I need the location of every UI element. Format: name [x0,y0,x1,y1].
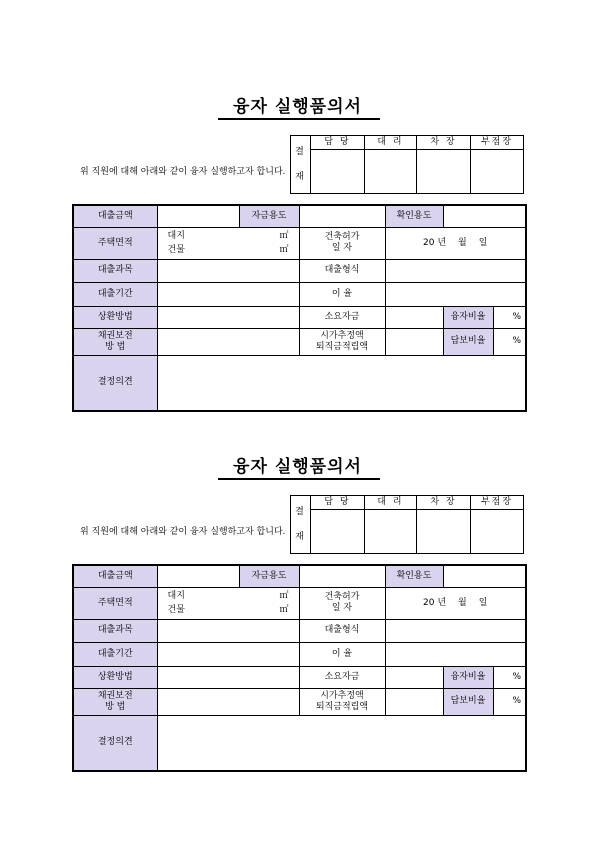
building-unit: ㎡ [279,244,289,255]
approval-role-manager: 차 장 [417,496,471,510]
approval-label-bottom: 재 [295,171,306,182]
field-fund-use[interactable] [299,205,385,227]
field-loan-period[interactable] [157,642,299,666]
land-label: 대지 [167,230,185,241]
retirement-label: 퇴직금적립액 [315,701,369,712]
collateral-line1: 채권보전 [97,690,133,701]
label-market-value [299,688,385,715]
label-confirm-use: 확인용도 [385,565,443,587]
approval-label-top: 결 [295,506,306,517]
field-collateral[interactable] [157,688,299,715]
date-day: 일 [478,597,488,608]
collateral-line2: 방 법 [105,701,126,712]
approval-box [290,135,524,194]
approval-sign-deputy[interactable] [365,150,417,194]
field-housing-area[interactable] [157,227,299,259]
label-collateral [73,688,157,715]
field-loan-subject[interactable] [157,259,299,282]
field-housing-area[interactable] [157,587,299,619]
loan-detail-table [72,204,527,412]
field-loan-type[interactable] [385,259,526,282]
loan-ratio-unit: % [512,671,521,682]
approval-label [291,136,311,194]
approval-sign-deputy[interactable] [365,510,417,554]
label-required-funds: 소요자금 [299,306,385,328]
field-security-ratio[interactable] [493,328,526,355]
field-loan-amount[interactable] [157,205,239,227]
approval-role-branch-head: 부점장 [471,136,524,150]
loan-ratio-unit: % [512,311,521,322]
land-label: 대지 [167,590,185,601]
intro-text: 위 직원에 대해 아래와 같이 융자 실행하고자 합니다. [80,167,286,177]
market-value-label: 시가추정액 [320,330,364,341]
building-unit: ㎡ [279,604,289,615]
date-year: 20 년 [423,597,447,608]
label-decision: 결정의견 [73,355,157,411]
field-loan-period[interactable] [157,282,299,306]
land-line [158,591,299,602]
land-unit: ㎡ [279,590,289,601]
form-title: 융자 실행품의서 [233,457,362,477]
approval-role-manager: 차 장 [417,136,471,150]
date-year: 20 년 [423,237,447,248]
building-label: 건물 [167,604,185,615]
label-loan-ratio: 융자비율 [443,306,493,328]
field-confirm-use[interactable] [443,205,526,227]
label-collateral [73,328,157,355]
field-security-ratio[interactable] [493,688,526,715]
land-unit: ㎡ [279,230,289,241]
label-loan-period: 대출기간 [73,282,157,306]
field-decision[interactable] [157,355,526,411]
form-title: 융자 실행품의서 [233,97,362,117]
field-required-funds[interactable] [385,306,443,328]
field-interest[interactable] [385,642,526,666]
land-line [158,231,299,242]
title-underline [218,478,380,480]
date-month: 월 [458,237,467,248]
label-fund-use: 자금용도 [239,205,299,227]
date-day: 일 [478,237,488,248]
permit-date-line1: 건축허가 [324,232,360,242]
field-loan-ratio[interactable] [493,666,526,688]
approval-box [290,495,524,554]
label-loan-subject: 대출과목 [73,259,157,282]
field-market-value[interactable] [385,688,443,715]
field-confirm-use[interactable] [443,565,526,587]
approval-sign-manager[interactable] [417,150,471,194]
approval-sign-staff[interactable] [311,150,365,194]
field-fund-use[interactable] [299,565,385,587]
approval-sign-branch-head[interactable] [471,510,524,554]
field-repay-method[interactable] [157,306,299,328]
approval-role-staff: 담 당 [311,136,365,150]
loan-execution-form [0,452,595,802]
label-security-ratio: 담보비율 [443,328,493,355]
approval-sign-manager[interactable] [417,510,471,554]
building-line [158,605,299,616]
field-repay-method[interactable] [157,666,299,688]
date-month: 월 [458,597,467,608]
approval-label-bottom: 재 [295,531,306,542]
label-decision: 결정의견 [73,715,157,771]
label-market-value [299,328,385,355]
collateral-line2: 방 법 [105,341,126,352]
security-ratio-unit: % [512,336,521,346]
field-loan-subject[interactable] [157,619,299,642]
label-fund-use: 자금용도 [239,565,299,587]
field-permit-date[interactable] [385,587,526,619]
title-underline [218,118,380,120]
label-housing-area: 주택면적 [73,227,157,259]
approval-label-top: 결 [295,146,306,157]
label-loan-ratio: 융자비율 [443,666,493,688]
loan-execution-form [0,92,595,442]
market-value-label: 시가추정액 [320,690,364,701]
field-market-value[interactable] [385,328,443,355]
label-repay-method: 상환방법 [73,666,157,688]
label-permit-date [299,227,385,259]
intro-text: 위 직원에 대해 아래와 같이 융자 실행하고자 합니다. [80,527,286,537]
approval-label [291,496,311,554]
field-loan-ratio[interactable] [493,306,526,328]
field-decision[interactable] [157,715,526,771]
collateral-line1: 채권보전 [97,330,133,341]
label-housing-area: 주택면적 [73,587,157,619]
building-line [158,245,299,256]
label-interest: 이 율 [299,642,385,666]
label-loan-type: 대출형식 [299,259,385,282]
label-required-funds: 소요자금 [299,666,385,688]
label-loan-amount: 대출금액 [73,205,157,227]
approval-role-deputy: 대 리 [365,136,417,150]
permit-date-line2: 일 자 [331,603,353,613]
loan-detail-table [72,564,527,772]
field-interest[interactable] [385,282,526,306]
label-loan-amount: 대출금액 [73,565,157,587]
field-collateral[interactable] [157,328,299,355]
approval-sign-branch-head[interactable] [471,150,524,194]
field-loan-amount[interactable] [157,565,239,587]
date-parts [386,598,526,609]
permit-date-line1: 건축허가 [324,592,360,602]
label-loan-subject: 대출과목 [73,619,157,642]
security-ratio-unit: % [512,696,521,706]
label-confirm-use: 확인용도 [385,205,443,227]
field-required-funds[interactable] [385,666,443,688]
label-loan-type: 대출형식 [299,619,385,642]
field-permit-date[interactable] [385,227,526,259]
building-label: 건물 [167,244,185,255]
approval-sign-staff[interactable] [311,510,365,554]
label-security-ratio: 담보비율 [443,688,493,715]
label-loan-period: 대출기간 [73,642,157,666]
field-loan-type[interactable] [385,619,526,642]
label-interest: 이 율 [299,282,385,306]
label-permit-date [299,587,385,619]
date-parts [386,238,526,249]
approval-role-deputy: 대 리 [365,496,417,510]
label-repay-method: 상환방법 [73,306,157,328]
approval-role-branch-head: 부점장 [471,496,524,510]
approval-role-staff: 담 당 [311,496,365,510]
permit-date-line2: 일 자 [331,243,353,253]
retirement-label: 퇴직금적립액 [315,341,369,352]
